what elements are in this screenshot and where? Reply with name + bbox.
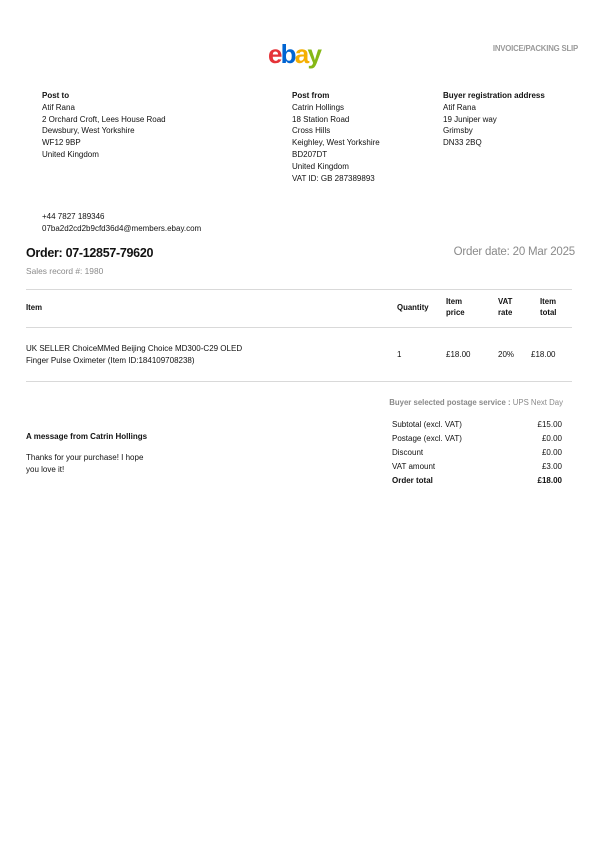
- col-header-text: Item: [446, 297, 463, 306]
- post-from-block: [292, 90, 380, 184]
- order-date: Order date: 20 Mar 2025: [453, 246, 575, 258]
- post-from-heading: Post from: [292, 91, 330, 100]
- totals-value: £0.00: [541, 434, 562, 443]
- logo-letter: b: [280, 39, 295, 69]
- document-type-label: INVOICE/PACKING SLIP: [492, 44, 578, 53]
- address-line: United Kingdom: [42, 149, 99, 159]
- totals-value: £0.00: [541, 448, 562, 457]
- totals-row-order-total: [392, 474, 562, 488]
- totals-label: Order total: [392, 476, 433, 485]
- col-header-item-total: [540, 297, 556, 318]
- item-total: £18.00: [531, 350, 556, 359]
- col-header-vat-rate: [498, 297, 512, 318]
- address-line: DN33 2BQ: [443, 138, 482, 148]
- totals-value: £3.00: [541, 462, 562, 471]
- totals-value: £18.00: [537, 476, 562, 485]
- ebay-logo: [268, 41, 320, 67]
- col-header-text: Item: [540, 297, 557, 306]
- address-line: Grimsby: [443, 126, 473, 136]
- address-line: Keighley, West Yorkshire: [292, 138, 380, 148]
- totals-row-postage: [392, 432, 562, 446]
- buyer-registration-heading: Buyer registration address: [443, 91, 545, 100]
- message-line: you love it!: [26, 464, 65, 474]
- col-header-text: total: [540, 307, 557, 317]
- col-header-item-price: [446, 297, 465, 318]
- address-line: 18 Station Road: [292, 114, 350, 124]
- item-quantity: 1: [397, 350, 402, 359]
- item-description: [26, 343, 242, 366]
- address-line: United Kingdom: [292, 161, 349, 171]
- postage-service-label: Buyer selected postage service :: [389, 398, 511, 407]
- item-title-line: UK SELLER ChoiceMMed Beijing Choice MD300-C29 OLED: [26, 344, 243, 353]
- vat-id: VAT ID: GB 287389893: [292, 173, 375, 183]
- order-number: Order: 07-12857-79620: [26, 246, 154, 260]
- buyer-email: 07ba2d2cd2b9cfd36d4@members.ebay.com: [42, 224, 202, 233]
- totals-value: £15.00: [537, 420, 562, 429]
- col-header-quantity: Quantity: [397, 303, 429, 312]
- item-price: £18.00: [446, 350, 471, 359]
- totals-label: Subtotal (excl. VAT): [392, 420, 462, 429]
- col-header-text: price: [446, 307, 465, 317]
- seller-message-body: [26, 452, 186, 475]
- address-line: 2 Orchard Croft, Lees House Road: [42, 114, 166, 124]
- post-to-block: [42, 90, 166, 161]
- address-line: Atif Rana: [443, 102, 476, 112]
- logo-letter: y: [307, 39, 321, 69]
- col-header-item: Item: [26, 303, 43, 312]
- totals-row-vat: [392, 460, 562, 474]
- col-header-text: VAT: [498, 297, 513, 306]
- address-line: Atif Rana: [42, 102, 75, 112]
- address-line: 19 Juniper way: [443, 114, 497, 124]
- item-vat-rate: 20%: [498, 350, 515, 359]
- table-bottom-divider: [26, 381, 572, 382]
- totals-label: Discount: [392, 448, 424, 457]
- postage-service-value: UPS Next Day: [512, 398, 563, 407]
- totals-label: VAT amount: [392, 462, 436, 471]
- address-line: Catrin Hollings: [292, 102, 345, 112]
- address-line: Cross Hills: [292, 126, 331, 136]
- table-top-divider: [26, 289, 572, 290]
- totals-label: Postage (excl. VAT): [392, 434, 462, 443]
- buyer-contact: [42, 211, 201, 235]
- logo-letter: e: [268, 39, 281, 69]
- sales-record: Sales record #: 1980: [26, 266, 104, 276]
- col-header-text: rate: [498, 307, 513, 317]
- buyer-registration-block: [443, 90, 545, 149]
- address-line: WF12 9BP: [42, 138, 81, 148]
- postage-service: [389, 398, 563, 407]
- buyer-phone: +44 7827 189346: [42, 212, 105, 221]
- totals-row-subtotal: [392, 418, 562, 432]
- message-line: Thanks for your purchase! I hope: [26, 453, 144, 462]
- totals-row-discount: [392, 446, 562, 460]
- item-title-line: Finger Pulse Oximeter (Item ID:184109708238): [26, 355, 195, 365]
- address-line: BD207DT: [292, 149, 328, 159]
- table-header-divider: [26, 327, 572, 328]
- logo-letter: a: [294, 39, 308, 69]
- seller-message-heading: A message from Catrin Hollings: [26, 432, 148, 441]
- address-line: Dewsbury, West Yorkshire: [42, 126, 135, 136]
- post-to-heading: Post to: [42, 91, 70, 100]
